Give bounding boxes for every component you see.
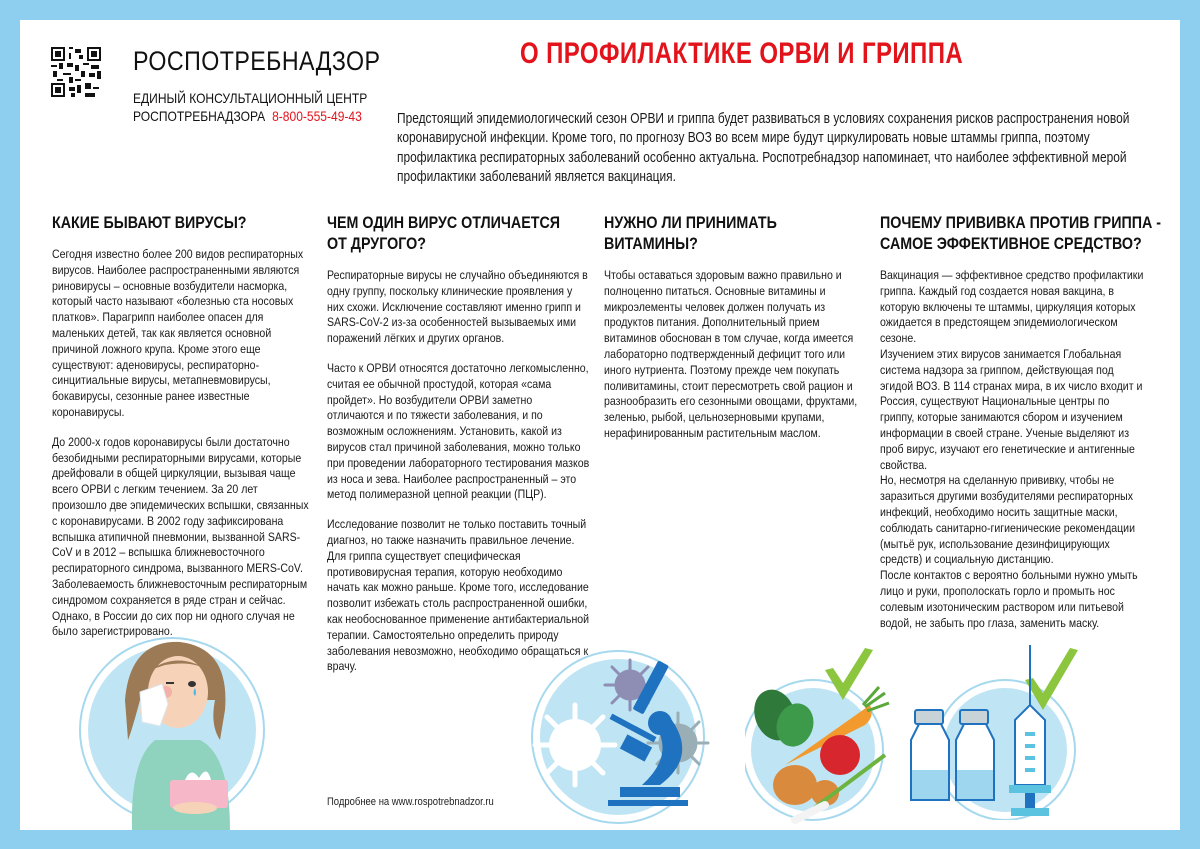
paragraph: Но, несмотря на сделанную прививку, чтобы не заразиться другими возбудителями респираторных инфекций, необходимо носить защитные маски, соблюдать санитарно-гигиенические рекомендации (мытьё рук, использование дезинфицирующих средств) и социальную дистанцию. xyxy=(880,473,1136,567)
paragraph: Чтобы оставаться здоровым важно правильно и полноценно питаться. Основные витамины и микроэлементы человек должен получать из продуктов питания. Дополнительный прием витаминов обоснован в том случае, когда имеется лабораторно подтвержденный дефицит того или иного нутриента. Поэтому прежде чем покупать поливитамины, стоит пересмотреть свой рацион и разнообразить его сезонными овощами, фруктами, зеленью, рыбой, цельнозерновыми крупами, нерафинированным растительным маслом. xyxy=(604,268,858,440)
paragraph: Изучением этих вирусов занимается Глобальная система надзора за гриппом, действующая под эгидой ВОЗ. В 114 странах мира, в их число входит и Россия, существуют Национальные центры по гриппу, которые занимаются сбором и изучением информации в своей стране. Ученые выделяют из проб вирус, изучают его генетические и антигенные свойства. xyxy=(880,346,1143,472)
paragraph: Вакцинация — эффективное средство профилактики гриппа. Каждый год создается новая вакцина, в которую включены те штаммы, циркуляция которых ожидается в предстоящем эпидемиологическом сезоне. xyxy=(880,268,1144,346)
intro-paragraph: Предстоящий эпидемиологический сезон ОРВИ и гриппа будет развиваться в условиях сохранения рисков распространения новой коронавирусной инфекции. Кроме того, по прогнозу ВОЗ во всем мире будут циркулировать новые штаммы гриппа, поэтому профилактика респираторных заболеваний особенно актуальна. Роспотребнадзор напоминает, что наиболее эффективной мерой профилактики заболеваний является вакцинация. xyxy=(397,111,1130,185)
hotline-phone[interactable]: 8-800-555-49-43 xyxy=(272,108,362,124)
bottom-border xyxy=(0,830,1200,849)
microscope-illustration xyxy=(530,645,710,825)
column-vitamins xyxy=(604,212,858,440)
paragraph: До 2000-х годов коронавирусы были достаточно безобидными респираторными вирусами, которые дрейфовали в общей циркуляции, вызывая чаще всего ОРВИ с легким течением. За 20 лет произошло две эпидемических вспышки, связанных с коронавирусами. В 2002 году зафиксирована вспышка атипичной пневмонии, вызванной SARS-CoV и в 2012 – вспышка ближневосточного респираторного синдрома, вызванного MERS-CoV. Заболеваемость ближневосточным респираторным синдромом сохраняется в ряде стран и сейчас. Однако, в России до сих пор ни одного случая не было зарегистрировано. xyxy=(52,434,309,639)
column-body xyxy=(52,247,314,654)
column-body xyxy=(880,268,1147,631)
page-title: О ПРОФИЛАКТИКЕ ОРВИ И ГРИППА xyxy=(520,37,964,70)
column-heading: ЧЕМ ОДИН ВИРУС ОТЛИЧАЕТСЯ ОТ ДРУГОГО? xyxy=(327,213,561,253)
column-body xyxy=(604,268,858,456)
column-heading: ПОЧЕМУ ПРИВИВКА ПРОТИВ ГРИППА - САМОЕ ЭФФЕКТИВНОЕ СРЕДСТВО? xyxy=(880,213,1162,253)
consult-center-line: ЕДИНЫЙ КОНСУЛЬТАЦИОННЫЙ ЦЕНТР xyxy=(133,90,368,106)
vegetables-illustration xyxy=(745,625,905,825)
column-body xyxy=(327,268,589,689)
brand-name: РОСПОТРЕБНАДЗОР xyxy=(133,46,381,76)
paragraph: После контактов с вероятно больными нужно умыть лицо и руки, прополоскать горло и промыть нос солевым изотоническим раствором или питьевой водой, не забыть про глаза, заменить маску. xyxy=(880,568,1138,630)
website-link[interactable]: Подробнее на www.rospotrebnadzor.ru xyxy=(327,796,494,808)
paragraph: Сегодня известно более 200 видов респираторных вирусов. Наиболее распространенными являются риновирусы – основные возбудители насморка, который часто называют «болезнью ста носовых платков». Парагрипп наиболее опасен для маленьких детей, так как является основной причиной ложного крупа. Кроме этого еще существуют: аденовирусы, респираторно-синцитиальные вирусы, метапневмовирусы, бокавирусы, сезонные ранее известные коронавирусы. xyxy=(52,247,304,419)
sick-woman-illustration xyxy=(70,630,280,830)
paragraph: Респираторные вирусы не случайно объединяются в одну группу, поскольку клинические проявления у них схожи. Исключение составляют именно грипп и SARS-CoV-2 из-за особенностей вызываемых ими поражений лёгких и других органов. xyxy=(327,268,588,346)
qr-code-icon xyxy=(51,47,101,97)
vaccine-illustration xyxy=(905,620,1105,820)
column-vaccination xyxy=(880,212,1200,630)
paragraph: Часто к ОРВИ относятся достаточно легкомысленно, считая ее обычной простудой, которая «сама пройдет». Но возбудители ОРВИ заметно отличаются и по тяжести заболевания, и по возможным осложнениям. Установить, какой из вирусов стал причиной заболевания, можно только при проведении лабораторного тестирования мазков из носа и зева. Наиболее распространенный – это метод полимеразной цепной реакции (ПЦР). xyxy=(327,360,590,502)
vaccine-vial-icon xyxy=(911,710,949,800)
column-heading: НУЖНО ЛИ ПРИНИМАТЬ ВИТАМИНЫ? xyxy=(604,213,777,253)
vaccine-vial-icon xyxy=(956,710,994,800)
paragraph: Исследование позволит не только поставить точный диагноз, но также назначить правильное лечение. Для гриппа существует специфическая противовирусная терапия, которую необходимо начать как можно раньше. Кроме того, исследование позволит избежать столь распространенной ошибки, как необоснованное применение антибактериальной терапии. Самостоятельно определить природу заболевания невозможно, необходимо обращаться к врачу. xyxy=(327,517,590,674)
syringe-icon xyxy=(1009,645,1051,816)
consult-center-line-2: РОСПОТРЕБНАДЗОРА 8-800-555-49-43 xyxy=(133,108,362,124)
column-heading: КАКИЕ БЫВАЮТ ВИРУСЫ? xyxy=(52,213,247,232)
brand-subtitle xyxy=(133,89,367,125)
column-virus-differences xyxy=(327,212,627,674)
virus-icon xyxy=(535,705,615,785)
